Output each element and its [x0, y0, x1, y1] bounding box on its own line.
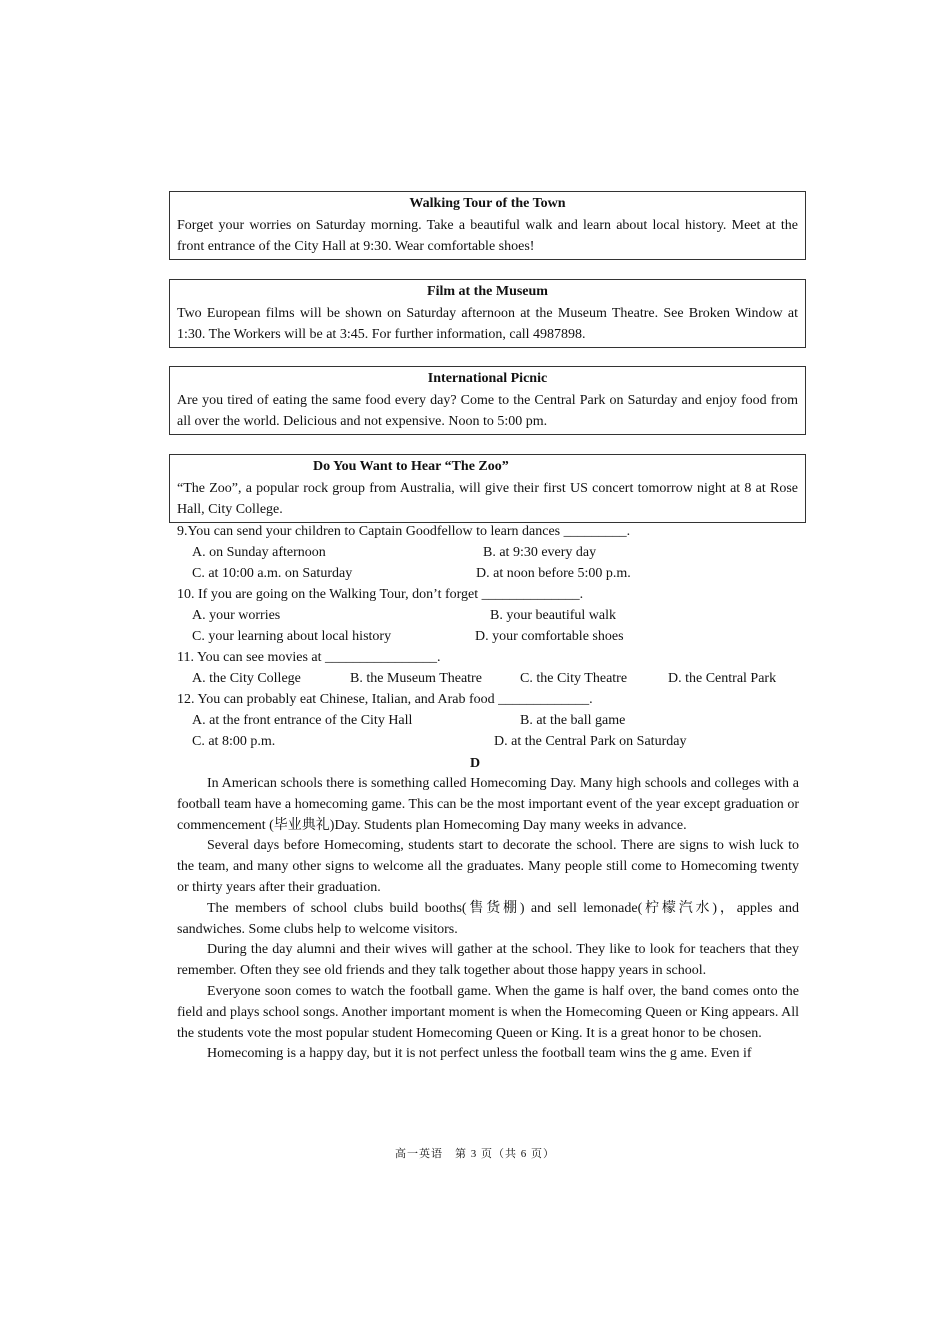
notice-title: Film at the Museum	[427, 284, 548, 299]
notice-text: Two European films will be shown on Saturday afternoon at the Museum Theatre. See Broken Window at 1:30. The Workers will be at 3:45. For further information, call 4987898.	[177, 305, 798, 342]
option-row	[177, 606, 801, 627]
question-stem: 9.You can send your children to Captain Goodfellow to learn dances _________.	[177, 524, 631, 539]
option-d: D. your comfortable shoes	[475, 629, 624, 644]
passage-paragraph: Several days before Homecoming, students start to decorate the school. There are signs to wish luck to the team, and many other signs to welcome all the graduates. Many people still come to Homecoming twenty or thirty years after their graduation.	[177, 838, 799, 895]
option-d: D. the Central Park	[668, 671, 777, 686]
option-c: C. the City Theatre	[520, 671, 628, 686]
option-b: B. at the ball game	[520, 713, 626, 728]
notice-text: Forget your worries on Saturday morning. Take a beautiful walk and learn about local history. Meet at the front entrance of the City Hall at 9:30. Wear comfortable shoes!	[177, 217, 798, 254]
option-row	[177, 564, 801, 585]
notice-walking-tour	[169, 191, 806, 260]
option-c: C. at 10:00 a.m. on Saturday	[192, 566, 353, 581]
questions-section	[177, 522, 801, 753]
option-d: D. at noon before 5:00 p.m.	[476, 566, 631, 581]
option-d: D. at the Central Park on Saturday	[494, 734, 687, 749]
question-stem: 12. You can probably eat Chinese, Italian, and Arab food _____________.	[177, 692, 593, 707]
passage-paragraph: Homecoming is a happy day, but it is not perfect unless the football team wins the g ame. Even if	[207, 1046, 752, 1062]
option-a: A. your worries	[192, 608, 281, 623]
option-a: A. on Sunday afternoon	[192, 545, 326, 560]
option-row	[177, 543, 801, 564]
option-c: C. your learning about local history	[192, 629, 392, 644]
notice-title: International Picnic	[427, 371, 548, 386]
section-label: D	[469, 756, 481, 771]
option-a: A. at the front entrance of the City Hall	[192, 713, 413, 728]
passage-paragraph: In American schools there is something called Homecoming Day. Many high schools and colleges with a football team have a homecoming game. This can be the most important event of the year except graduation or commencement (毕业典礼)Day. Students plan Homecoming Day many weeks in advance.	[177, 776, 799, 833]
notice-the-zoo	[169, 454, 806, 523]
option-row	[177, 669, 801, 690]
notice-film-museum	[169, 279, 806, 348]
option-b: B. the Museum Theatre	[350, 671, 482, 686]
notice-text: Are you tired of eating the same food every day? Come to the Central Park on Saturday and enjoy food from all over the world. Delicious and not expensive. Noon to 5:00 pm.	[177, 392, 798, 429]
passage-paragraph: During the day alumni and their wives will gather at the school. They like to look for teachers that they remember. Often they see old friends and they talk together about those happy years in school.	[177, 942, 799, 979]
notice-text: “The Zoo”, a popular rock group from Australia, will give their first US concert tomorrow night at 8 at Rose Hall, City College.	[177, 480, 798, 517]
option-a: A. the City College	[192, 671, 301, 686]
option-b: B. your beautiful walk	[490, 608, 616, 623]
option-row	[177, 627, 801, 648]
option-c: C. at 8:00 p.m.	[192, 734, 276, 749]
passage-paragraph: Everyone soon comes to watch the football game. When the game is half over, the band comes onto the field and plays school songs. Another important moment is when the Homecoming Queen or King appears. All the students vote the most popular student Homecoming Queen or King. It is a great honor to be chosen.	[177, 983, 799, 1041]
option-b: B. at 9:30 every day	[483, 545, 597, 560]
question-stem: 11. You can see movies at ________________.	[177, 650, 441, 665]
passage-paragraph: The members of school clubs build booths(售货棚) and sell lemonade(柠檬汽水)，apples and sandwiches. Some clubs help to welcome visitors.	[177, 900, 799, 937]
reading-passage	[177, 774, 799, 1065]
notice-title: Walking Tour of the Town	[409, 196, 566, 211]
option-row	[177, 711, 801, 732]
option-row	[177, 732, 801, 753]
question-stem: 10. If you are going on the Walking Tour, don’t forget ______________.	[177, 587, 584, 602]
notice-title: Do You Want to Hear “The Zoo”	[313, 459, 509, 474]
notice-international-picnic	[169, 366, 806, 435]
page-footer: 高一英语 第 3 页（共 6 页）	[395, 1148, 555, 1160]
